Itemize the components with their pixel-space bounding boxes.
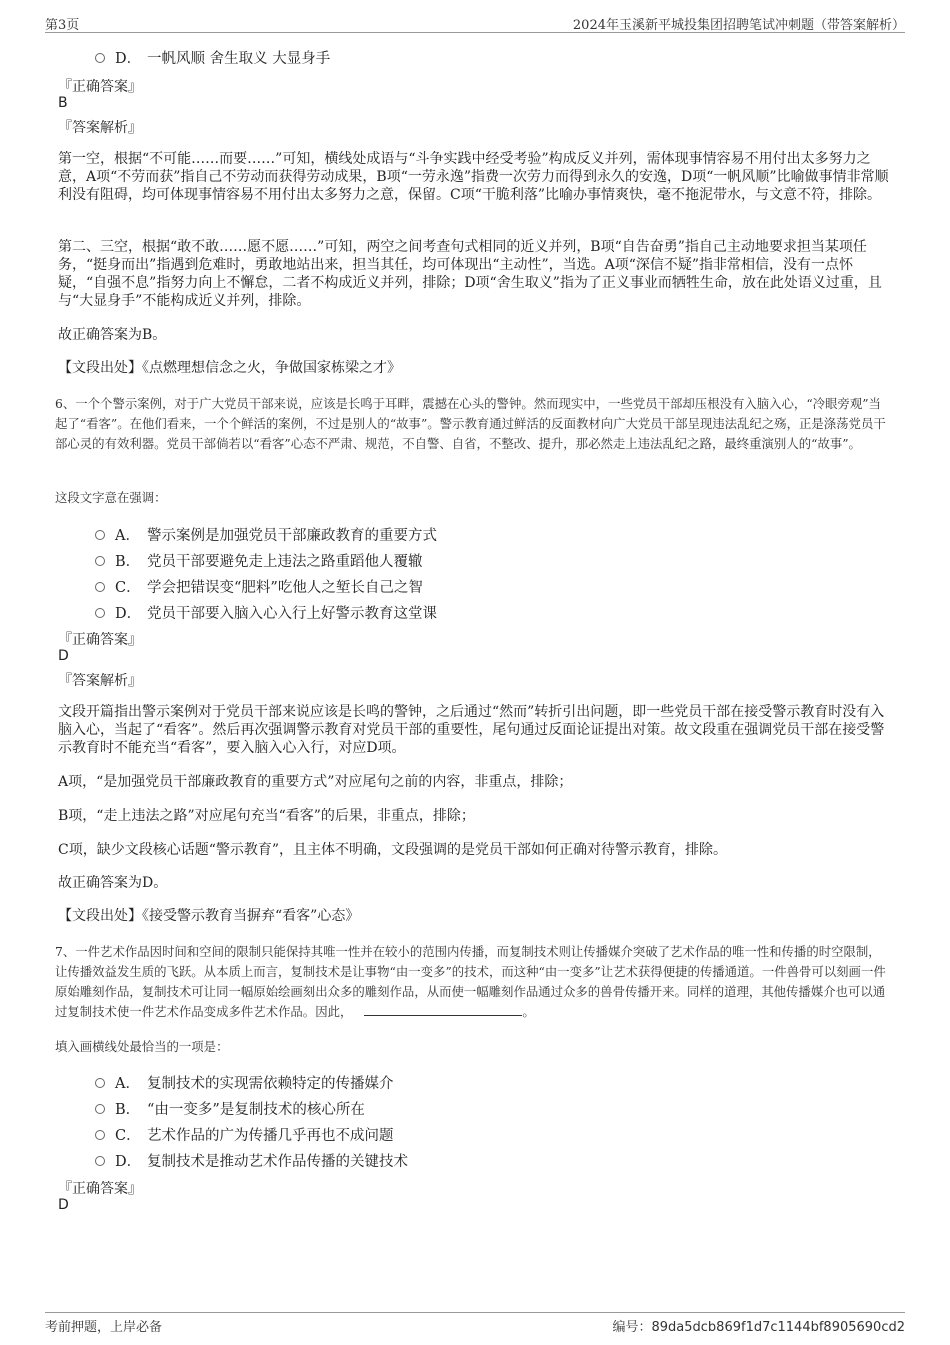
radio-icon[interactable] [95, 556, 105, 566]
q6-option-d[interactable]: D． 党员干部要入脑入心入行上好警示教育这堂课 [95, 602, 437, 623]
q6-option-b[interactable]: B． 党员干部要避免走上违法之路重蹈他人覆辙 [95, 550, 423, 571]
radio-icon[interactable] [95, 1104, 105, 1114]
q7-prompt: 填入画横线处最恰当的一项是： [55, 1039, 229, 1054]
q6-analysis-label: 『答案解析』 [58, 673, 142, 689]
q7-answer-label: 『正确答案』 [58, 1181, 142, 1197]
page-footer [45, 1312, 905, 1333]
q6-analysis-p3: B项，“走上违法之路”对应尾句充当“看客”的后果，非重点，排除； [58, 808, 475, 824]
q5-answer-label: 『正确答案』 [58, 79, 142, 95]
radio-icon[interactable] [95, 608, 105, 618]
q7-option-d[interactable]: D． 复制技术是推动艺术作品传播的关键技术 [95, 1150, 408, 1171]
q6-analysis-p5: 故正确答案为D。 [58, 875, 168, 891]
q6-source: 【文段出处】《接受警示教育当摒弃“看客”心态》 [58, 908, 360, 924]
q5-analysis-p3: 故正确答案为B。 [58, 327, 167, 343]
q5-answer: B [58, 95, 68, 111]
q6-analysis-p1: 文段开篇指出警示案例对于党员干部来说应该是长鸣的警钟，之后通过“然而”转折引出问题，即一些党员干部在接受警示教育时没有入脑入心，当起了“看客”。然后再次强调警示教育对党员干部的重要性，尾句通过反面论证提出对策。故文段重在强调党员干部在接受警示教育时不能充当“看客”，要入脑入心入行，对应D项。 [58, 704, 885, 756]
page-header [45, 14, 905, 33]
q5-source: 【文段出处】《点燃理想信念之火，争做国家栋梁之才》 [58, 360, 401, 376]
q6-analysis-p2: A项，“是加强党员干部廉政教育的重要方式”对应尾句之前的内容，非重点，排除； [58, 774, 573, 790]
q5-analysis-p1: 第一空，根据“不可能……而要……”可知，横线处成语与“斗争实践中经受考验”构成反义并列，需体现事情容易不用付出太多努力之意，A项“不劳而获”指自己不劳动而获得劳动成果，B项“一劳永逸”指费一次劳力而得到永久的安逸，D项“一帆风顺”比喻做事情非常顺利没有阻碍，均可体现事情容易不用付出太多努力之意，保留。C项“干脆利落”比喻办事情爽快，毫不拖泥带水，与文意不符，排除。 [58, 151, 889, 203]
radio-icon[interactable] [95, 530, 105, 540]
q7-stem: 7、一件艺术作品因时间和空间的限制只能保持其唯一性并在较小的范围内传播，而复制技术则让传播媒介突破了艺术作品的唯一性和传播的时空限制，让传播效益发生质的飞跃。从本质上而言，复制技术是让事物“由一变多”的技术，而这种“由一变多”让艺术获得便捷的传播通道。一件兽骨可以刻画一件原始雕刻作品，复制技术可让同一幅原始绘画刻出众多的雕刻作品，从而使一幅雕刻作品通过众多的兽骨传播开来。同样的道理，其他传播媒介也可以通过复制技术使一件艺术作品变成多件艺术作品。因此， 。 [55, 944, 886, 1019]
radio-icon[interactable] [95, 53, 105, 63]
radio-icon[interactable] [95, 1130, 105, 1140]
q7-option-b[interactable]: B． “由一变多”是复制技术的核心所在 [95, 1098, 365, 1119]
q6-analysis-p4: C项，缺少文段核心话题“警示教育”，且主体不明确，文段强调的是党员干部如何正确对待警示教育，排除。 [58, 842, 728, 858]
document-code: 编号：89da5dcb869f1d7c1144bf8905690cd2 [612, 1320, 905, 1335]
answer-blank [364, 1003, 522, 1016]
q6-answer-label: 『正确答案』 [58, 632, 142, 648]
q5-analysis-p2: 第二、三空，根据“敢不敢……愿不愿……”可知，两空之间考查句式相同的近义并列，B项“自告奋勇”指自己主动地要求担当某项任务，“挺身而出”指遇到危难时，勇敢地站出来，担当其任，均可体现出“主动性”，当选。A项“深信不疑”指非常相信，没有一点怀疑，“自强不息”指努力向上不懈怠，二者不构成近义并列，排除；D项“舍生取义”指为了正义事业而牺牲生命，放在此处语义过重，且与“大显身手”不能构成近义并列，排除。 [58, 239, 882, 309]
radio-icon[interactable] [95, 582, 105, 592]
q5-analysis-label: 『答案解析』 [58, 120, 142, 136]
q7-option-c[interactable]: C． 艺术作品的广为传播几乎再也不成问题 [95, 1124, 394, 1145]
page-number: 第3页 [45, 18, 80, 33]
q6-prompt: 这段文字意在强调： [55, 490, 167, 505]
radio-icon[interactable] [95, 1078, 105, 1088]
q7-option-a[interactable]: A． 复制技术的实现需依赖特定的传播媒介 [95, 1072, 394, 1093]
q6-option-a[interactable]: A． 警示案例是加强党员干部廉政教育的重要方式 [95, 524, 437, 545]
q6-option-c[interactable]: C． 学会把错误变“肥料”吃他人之堑长自己之智 [95, 576, 423, 597]
q5-option-d[interactable]: D． 一帆风顺 舍生取义 大显身手 [95, 47, 330, 68]
q7-answer: D [58, 1197, 69, 1213]
document-title: 2024年玉溪新平城投集团招聘笔试冲刺题（带答案解析） [572, 18, 905, 33]
footer-slogan: 考前押题，上岸必备 [45, 1320, 163, 1335]
radio-icon[interactable] [95, 1156, 105, 1166]
q6-answer: D [58, 648, 69, 664]
q6-stem: 6、一个个警示案例，对于广大党员干部来说，应该是长鸣于耳畔，震撼在心头的警钟。然而现实中，一些党员干部却压根没有入脑入心，“冷眼旁观”当起了“看客”。在他们看来，一个个鲜活的案例，不过是别人的“故事”。警示教育通过鲜活的反面教材向广大党员干部呈现违法乱纪之殇，正是涤荡党员干部心灵的有效利器。党员干部倘若以“看客”心态不严肃、规范，不自警、自省，不整改、提升，那必然走上违法乱纪之路，最终重演别人的“故事”。 [55, 396, 886, 451]
